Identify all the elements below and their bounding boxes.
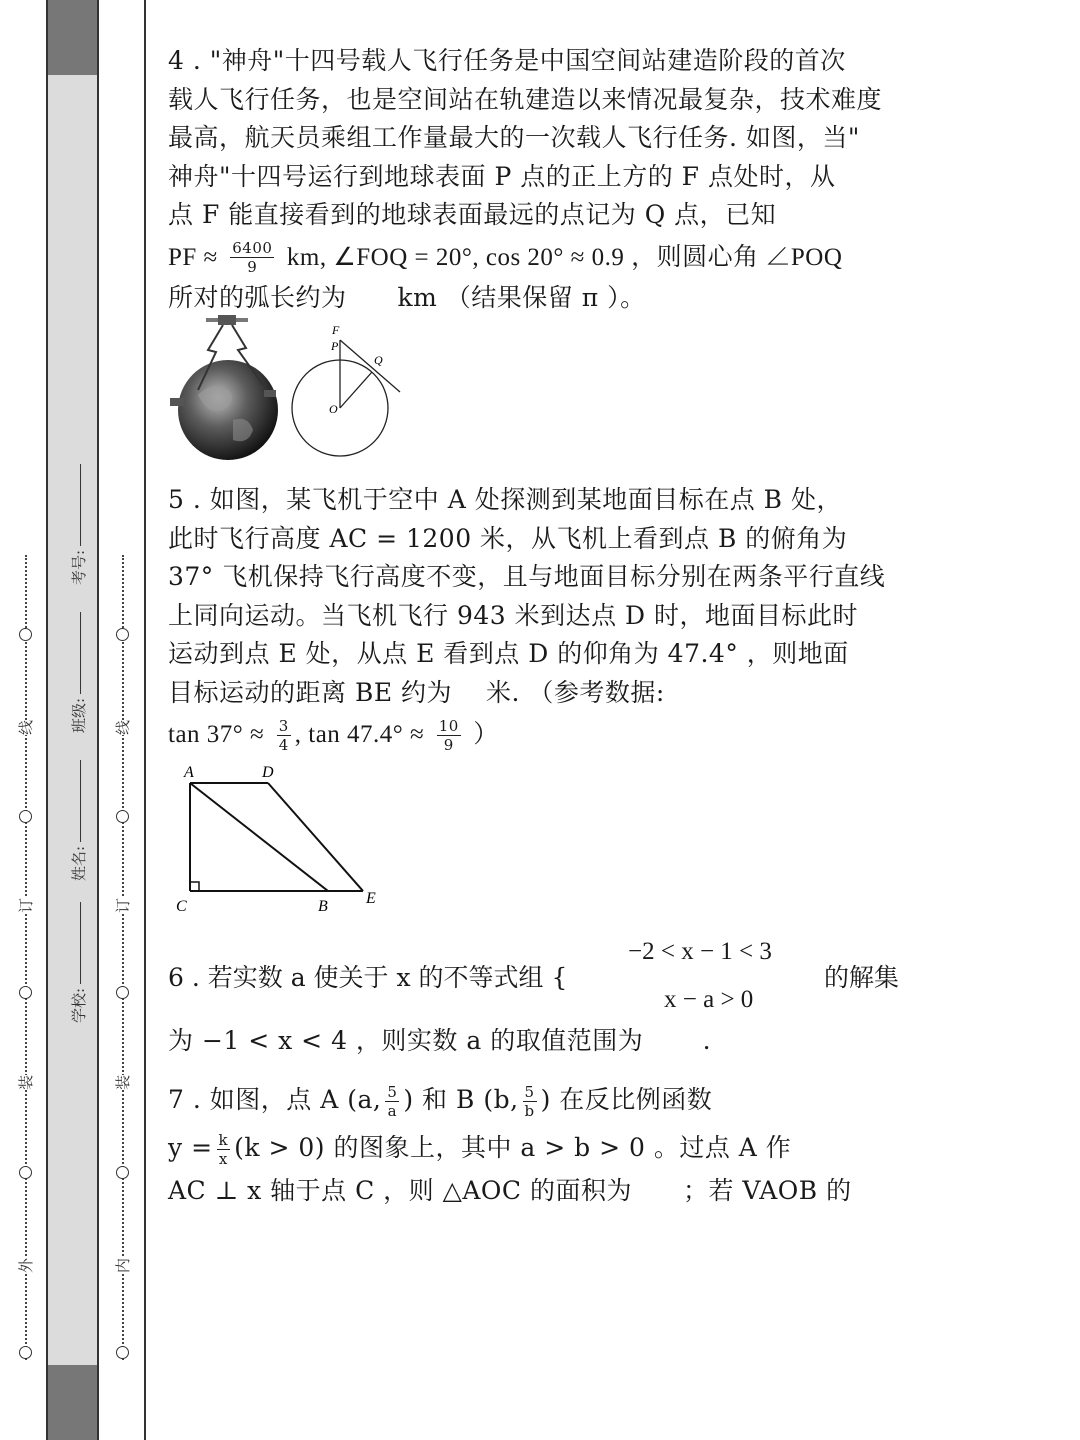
binding-line-right <box>144 0 146 1440</box>
inner-label-char: 内 <box>114 1257 133 1274</box>
fraction-3-4: $\frac{3}{4}$ <box>278 716 289 754</box>
punch-hole <box>19 628 32 641</box>
punch-hole <box>116 810 129 823</box>
q4-last-line: 所对的弧长约为 km （结果保留 π ）。 <box>168 282 646 312</box>
punch-hole <box>116 1166 129 1179</box>
punch-hole <box>19 1346 32 1359</box>
question-6 <box>168 938 928 1018</box>
earth-image <box>170 315 278 460</box>
inner-label-char: 装 <box>114 1074 133 1091</box>
fraction-5-b: $\frac{5}{b}$ <box>524 1082 535 1120</box>
q6-inequality-2: x − a > 0 <box>664 986 754 1013</box>
q4-figure <box>168 310 408 470</box>
inner-label-char: 订 <box>114 897 133 914</box>
q6-tail: 的解集 <box>824 963 900 992</box>
q4-line: 神舟"十四号运行到地球表面 P 点的正上方的 F 点处时，从 <box>168 161 836 191</box>
q5-line: 37° 飞机保持飞行高度不变，且与地面目标分别在两条平行直线 <box>168 562 886 591</box>
punch-hole <box>116 628 129 641</box>
binding-line-left <box>46 0 48 1440</box>
q4-line: 载人飞行任务，也是空间站在轨建造以来情况最复杂，技术难度 <box>168 84 883 114</box>
q5-reference-line: tan 37° ≈ $\frac{3}{4}$ , tan 47.4° ≈ $\frac{10}{9}$ ） <box>168 716 499 754</box>
label-A: A <box>184 764 194 781</box>
q6-intro: 6 . 若实数 a 使关于 x 的不等式组 { <box>168 963 568 992</box>
q4-line: 4 . "神舟"十四号载人飞行任务是中国空间站建造阶段的首次 <box>168 46 846 75</box>
punch-hole <box>116 986 129 999</box>
name-field[interactable]: 姓名: <box>68 760 89 881</box>
fraction-k-x: $\frac{k}{x}$ <box>218 1130 229 1168</box>
label-F: F <box>332 323 340 337</box>
inner-label-char: 线 <box>114 719 133 736</box>
school-field[interactable]: 学校: <box>68 902 89 1023</box>
fraction-10-9: $\frac{10}{9}$ <box>438 716 459 754</box>
binding-strip-top-dark <box>46 0 98 75</box>
q4-formula-line: PF ≈ $\frac{6400}{9}$ km, ∠FOQ = 20°, cos 20° ≈ 0.9 ，则圆心角 ∠POQ <box>168 239 843 276</box>
label-B: B <box>318 898 328 915</box>
label-O: O <box>329 402 338 416</box>
question-6-line-2: 为 −1 < x < 4 ，则实数 a 的取值范围为 . <box>168 1026 712 1055</box>
q5-line: 此时飞行高度 AC = 1200 米，从飞机上看到点 B 的俯角为 <box>168 523 848 553</box>
label-P: P <box>331 339 339 353</box>
outer-label-char: 订 <box>17 897 36 914</box>
question-7 <box>168 1076 928 1211</box>
q7-line-1: 7 . 如图，点 A (a, $\frac{5}{a}$ ) 和 B (b, $\frac{5}{b}$ ) 在反比例函数 <box>168 1082 713 1120</box>
q5-line: 上同向运动。当飞机飞行 943 米到达点 D 时，地面目标此时 <box>168 600 859 630</box>
exam-number-field[interactable]: 考号: <box>68 464 89 585</box>
fraction-6400-9: $\frac{6400}{9}$ <box>232 239 273 276</box>
q5-line: 目标运动的距离 BE 约为 米. （参考数据: <box>168 677 665 707</box>
label-E: E <box>366 890 376 907</box>
outer-label-char: 外 <box>17 1257 36 1274</box>
binding-line-middle <box>97 0 99 1440</box>
punch-hole <box>19 986 32 999</box>
binding-strip-bottom-dark <box>46 1365 98 1440</box>
punch-hole <box>116 1346 129 1359</box>
outer-label-char: 装 <box>17 1074 36 1091</box>
question-4 <box>168 42 928 317</box>
q5-figure <box>170 760 400 920</box>
outer-label-char: 线 <box>17 719 36 736</box>
binding-margin <box>0 0 148 1440</box>
punch-hole <box>19 1166 32 1179</box>
class-field[interactable]: 班级: <box>68 612 89 733</box>
q4-line: 点 F 能直接看到的地球表面最远的点记为 Q 点，已知 <box>168 200 777 229</box>
label-C: C <box>176 898 187 915</box>
q6-inequality-1: −2 < x − 1 < 3 <box>628 938 772 965</box>
q5-line: 5 . 如图，某飞机于空中 A 处探测到某地面目标在点 B 处， <box>168 485 842 514</box>
question-5 <box>168 481 928 756</box>
q4-line: 最高，航天员乘组工作量最大的一次载人飞行任务. 如图，当" <box>168 123 860 152</box>
label-D: D <box>262 764 274 781</box>
q5-line: 运动到点 E 处，从点 E 看到点 D 的仰角为 47.4° ，则地面 <box>168 639 849 668</box>
outer-cut-line <box>25 555 27 1360</box>
inner-cut-line <box>122 555 124 1360</box>
q7-line-3: AC ⊥ x 轴于点 C ，则 △AOC 的面积为 ；若 VAOB 的 <box>168 1176 852 1205</box>
q7-line-2: y = $\frac{k}{x}$ (k > 0) 的图象上，其中 a > b > 0 。过点 A 作 <box>168 1130 792 1168</box>
label-Q: Q <box>374 353 383 367</box>
circle-diagram <box>292 323 400 456</box>
punch-hole <box>19 810 32 823</box>
fraction-5-a: $\frac{5}{a}$ <box>387 1082 398 1120</box>
